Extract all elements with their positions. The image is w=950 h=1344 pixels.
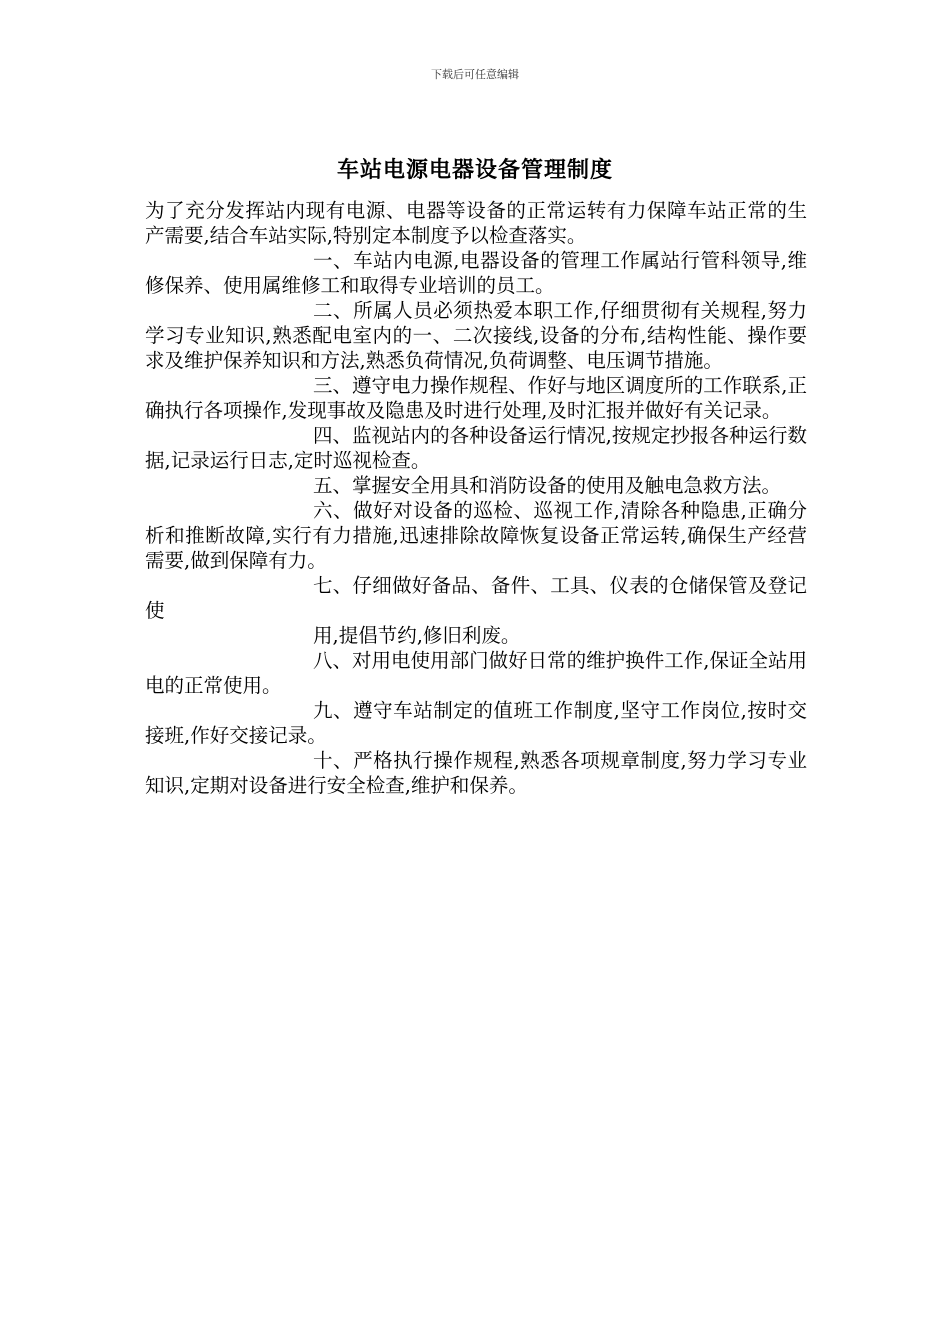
rule-item-4: 四、监视站内的各种设备运行情况,按规定抄报各种运行数据,记录运行日志,定时巡视检查。 <box>145 424 807 472</box>
intro-paragraph: 为了充分发挥站内现有电源、电器等设备的正常运转有力保障车站正常的生产需要,结合车站实际,特别定本制度予以检查落实。 <box>145 199 807 247</box>
rule-item-7-continued: 用,提倡节约,修旧利废。 <box>313 624 521 647</box>
rule-item-5: 五、掌握安全用具和消防设备的使用及触电急救方法。 <box>313 474 782 497</box>
document-title: 车站电源电器设备管理制度 <box>336 157 613 183</box>
rule-item-10: 十、严格执行操作规程,熟悉各项规章制度,努力学习专业知识,定期对设备进行安全检查,维护和保养。 <box>145 749 807 797</box>
rule-item-9: 九、遵守车站制定的值班工作制度,坚守工作岗位,按时交接班,作好交接记录。 <box>145 699 807 747</box>
rule-item-7: 七、仔细做好备品、备件、工具、仪表的仓储保管及登记使 <box>145 574 807 622</box>
rule-item-3: 三、遵守电力操作规程、作好与地区调度所的工作联系,正确执行各项操作,发现事故及隐患及时进行处理,及时汇报并做好有关记录。 <box>145 374 807 422</box>
rule-item-8: 八、对用电使用部门做好日常的维护换件工作,保证全站用电的正常使用。 <box>145 649 807 697</box>
rule-item-6: 六、做好对设备的巡检、巡视工作,清除各种隐患,正确分析和推断故障,实行有力措施,迅速排除故障恢复设备正常运转,确保生产经营需要,做到保障有力。 <box>145 499 807 572</box>
rule-item-1: 一、车站内电源,电器设备的管理工作属站行管科领导,维修保养、使用属维修工和取得专业培训的员工。 <box>145 249 807 297</box>
document-body <box>145 198 807 798</box>
rule-item-2: 二、所属人员必须热爱本职工作,仔细贯彻有关规程,努力学习专业知识,熟悉配电室内的一、二次接线,设备的分布,结构性能、操作要求及维护保养知识和方法,熟悉负荷情况,负荷调整、电压调节措施。 <box>145 299 807 372</box>
page-header-note: 下载后可任意编辑 <box>431 68 519 81</box>
